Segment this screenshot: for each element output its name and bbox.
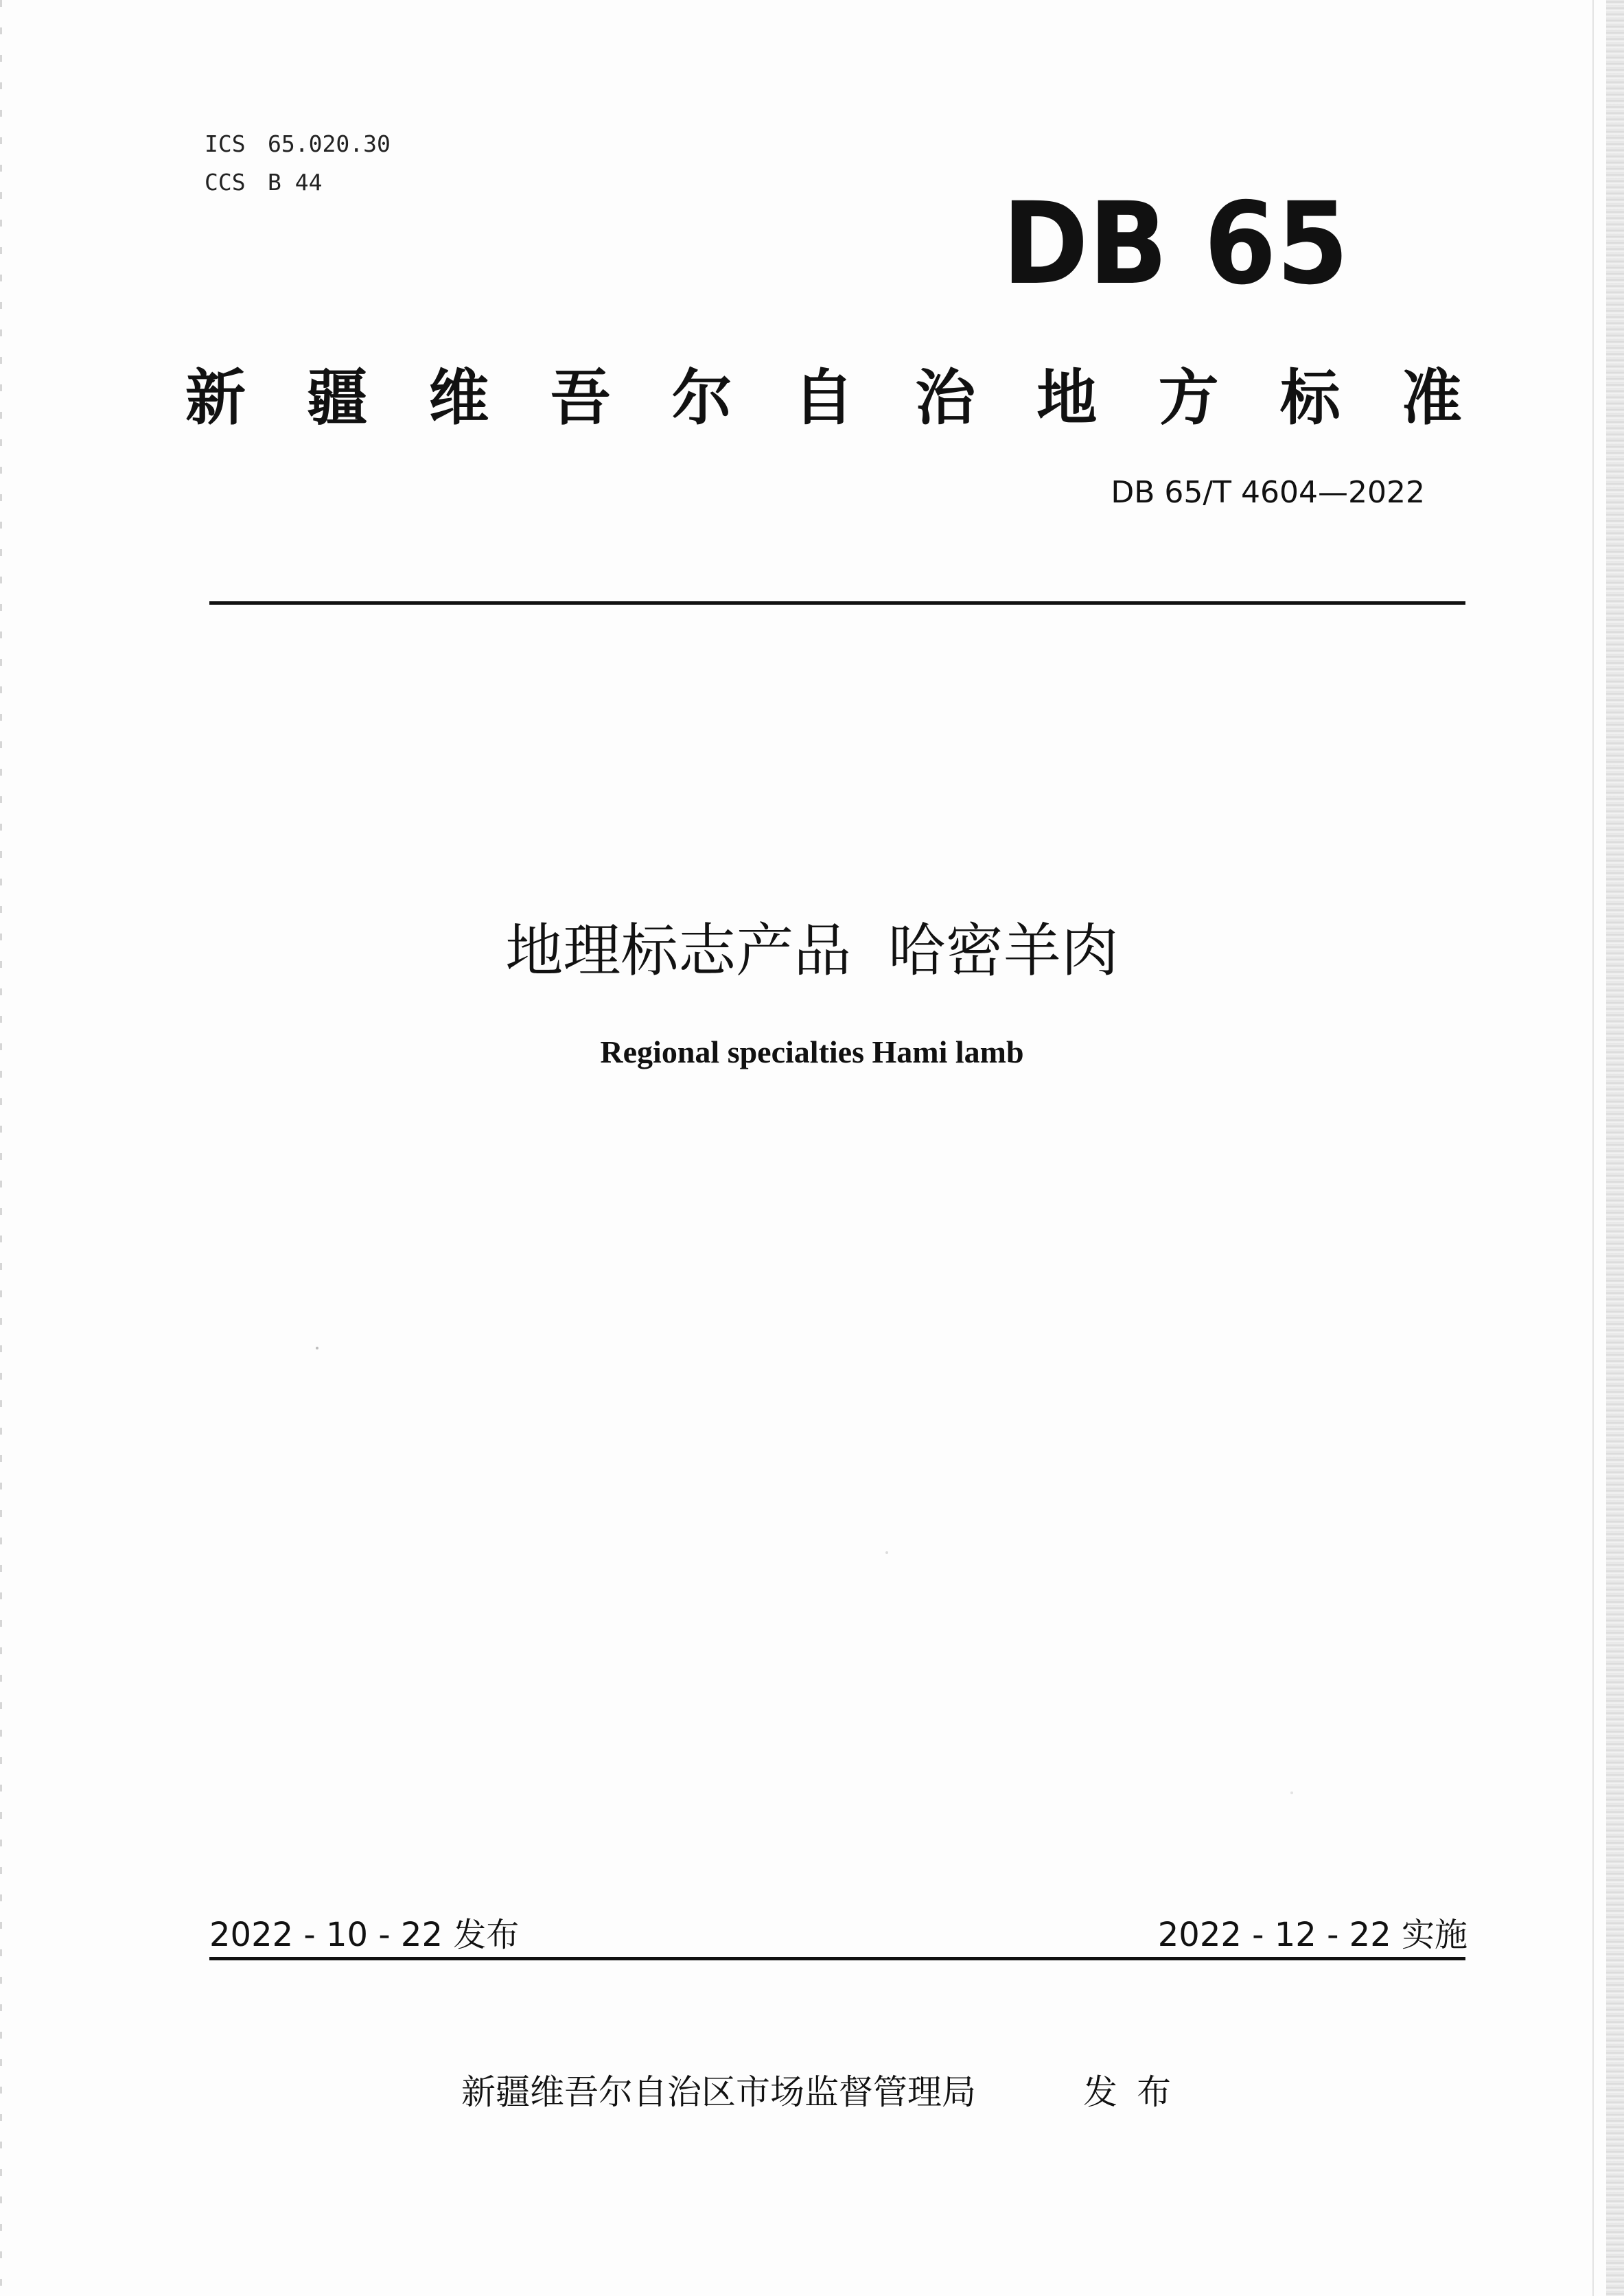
standard-type-title-char: 自 — [793, 362, 854, 433]
standard-number: DB 65/T 4604—2022 — [1111, 475, 1425, 510]
issuer-name: 新疆维吾尔自治区市场监督管理局 — [461, 2072, 976, 2112]
standard-type-title-char: 尔 — [671, 362, 732, 433]
standard-type-title-char: 标 — [1279, 362, 1341, 433]
db65-logo-text: DB 65 — [1002, 187, 1349, 297]
scan-edge-right — [1606, 0, 1624, 2296]
document-title-en: Regional specialties Hami lamb — [600, 1034, 1024, 1069]
divider-bottom — [209, 1957, 1465, 1960]
ics-label: ICS — [205, 130, 246, 157]
divider-top — [209, 601, 1465, 605]
ccs-classification — [205, 169, 322, 196]
ics-code: 65.020.30 — [268, 130, 391, 157]
ics-classification — [205, 130, 391, 157]
document-title-cn: 地理标志产品 哈密羊肉 — [505, 917, 1119, 984]
scan-margin-left — [0, 0, 2, 2296]
scan-edge-line — [1592, 0, 1594, 2296]
db65-logo — [1002, 187, 1352, 297]
standard-type-title-char: 维 — [428, 362, 489, 433]
standard-type-title-char: 准 — [1401, 362, 1462, 433]
standard-type-title-char: 治 — [915, 362, 976, 433]
standard-type-title-char: 方 — [1158, 362, 1219, 433]
scan-speck — [316, 1347, 318, 1349]
scan-speck — [885, 1551, 888, 1554]
ccs-code: B 44 — [268, 169, 323, 196]
standard-type-title-char: 新 — [185, 362, 246, 433]
ccs-label: CCS — [205, 169, 246, 196]
standard-type-title-char: 地 — [1036, 362, 1098, 433]
standard-type-title-char: 疆 — [307, 362, 368, 433]
standard-type-title-char: 吾 — [550, 362, 611, 433]
publish-date: 2022 - 10 - 22 发布 — [209, 1916, 520, 1954]
issuer-action: 发布 — [1083, 2072, 1190, 2112]
effective-date: 2022 - 12 - 22 实施 — [1157, 1916, 1468, 1954]
standard-type-title — [185, 350, 1462, 433]
scan-speck — [1290, 1791, 1293, 1794]
